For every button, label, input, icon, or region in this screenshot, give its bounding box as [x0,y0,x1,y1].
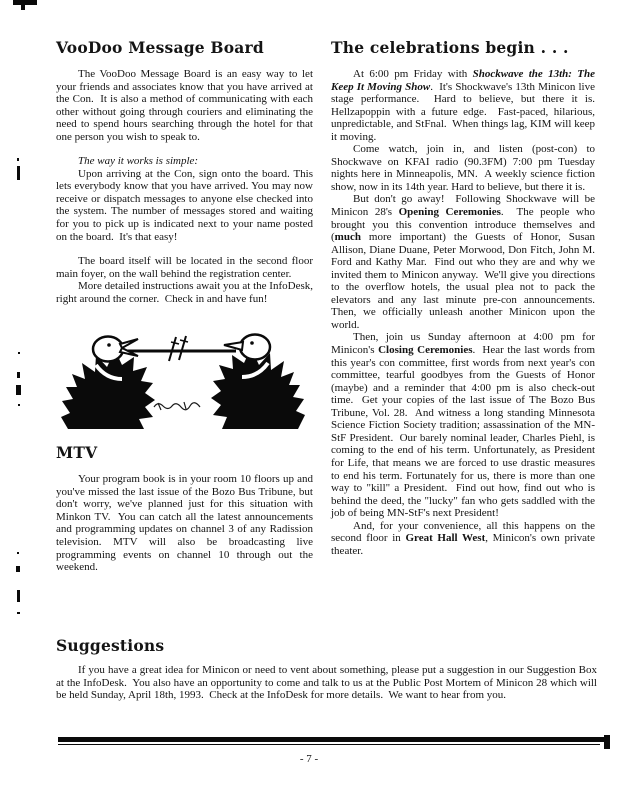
scan-artifact-edge-2a [18,352,20,354]
artist-signature-scribble [154,402,200,410]
rope [124,336,236,361]
celebrations-paragraph-5: And, for your convenience, all this happens on the second floor in Great Hall West, Minicon's own private theater. [331,519,598,557]
celebrations-paragraph-4: Then, join us Sunday afternoon at 4:00 pm for Minicon's Closing Ceremonies. Hear the last words from this year's con committee, first words from next year's con committee, tearful goodbyes from the Guests of Honor (maybe) and a reminder that 4:00 pm is also check-out time. Get your copies of the last issue of The Bozo Bus Tribune, Vol. 28. And witness a long standing Minnesota Science Fiction Society tradition; assassination of the MN-StF President. Our barely nominal leader, Charles Piehl, is coming to the end of his term. Unfortunately, as President for Life, that means we are forced to use drastic measures to end his term. Fortunately for us, there is more than one way to "kill" a President. Find out how, find out who is behind the deed, the "lucky" fan who gets saddled with the job of being MN-StF's next President! [331,331,598,520]
celebrations-heading: The celebrations begin . . . [331,38,569,57]
scan-artifact-edge-3a [17,552,19,554]
footer-rule-thin [58,744,600,745]
scan-artifact-edge-3c [17,590,20,602]
left-column [56,38,316,574]
voodoo-paragraph-4: More detailed instructions await you at the InfoDesk, right around the corner. Check in and have fun! [56,280,316,305]
right-column [331,38,601,557]
suggestions-section [56,636,600,702]
scan-artifact-edge-2c [16,385,21,395]
mtv-paragraph-1: Your program book is in your room 10 floors up and you've missed the last issue of the Bozo Bus Tribune, but don't worry, we've planned just for this situation with Minkon TV. You can catch all the latest announcements and programming updates on channel 3 of any Radission television. MTV will also be broadcasting live programming events on channel 10 through out the weekend. [56,473,316,574]
scan-artifact-edge-2b [17,372,20,378]
scan-artifact-corner-bar [13,0,37,5]
mtv-heading: MTV [56,443,98,463]
mtv-section [56,443,316,574]
scan-artifact-edge-3b [16,566,20,572]
voodoo-paragraph-1: The VooDoo Message Board is an easy way to let your friends and associates know that you have arrived at the Con. It is also a method of communicating with each other without going through couriers and eliminating the need to spend hours searching through the hotel for that one person you wish to speak to. [56,68,316,143]
scan-artifact-edge-1a [17,158,19,161]
footer-rule-endcap [604,735,610,749]
suggestions-paragraph-1: If you have a great idea for Minicon or need to vent about something, please put a suggestion in our Suggestion Box at the InfoDesk. You also have an opportunity to come and talk to us at the Public Post Mortem of Minicon 28 which will be held Sunday, April 18th, 1993. Check at the InfoDesk for more details. We want to hear from you. [56,664,600,702]
voodoo-heading: VooDoo Message Board [56,38,264,57]
voodoo-paragraph-2: Upon arriving at the Con, sign onto the board. This lets everybody know that you have arrived. You may now receive or dispatch messages to anyone else checked into the system. The number of messages stored and waiting for you to pick up is indicated next to your name posted on the board. It's that easy! [56,167,316,243]
right-vulture [211,335,305,430]
voodoo-paragraph-3: The board itself will be located in the second floor main foyer, on the wall behind the registration center. [56,255,316,280]
celebrations-paragraph-2: Come watch, join in, and listen (post-con) to Shockwave on KFAI radio (90.3FM) 7:00 pm Tuesday nights here in Minneapolis, MN. A weekly science fiction show, now in its 14th year. Hard to believe, but there it is. [331,143,598,193]
page-number: - 7 - [299,753,319,765]
scan-artifact-edge-1b [17,166,20,180]
tug-of-war-cartoon [58,325,308,435]
scan-artifact-edge-3d [17,612,20,614]
voodoo-way-line: The way it works is simple: [78,155,199,168]
suggestions-heading: Suggestions [56,636,165,655]
scan-artifact-edge-2d [18,404,20,406]
celebrations-paragraph-3: But don't go away! Following Shockwave will be Minicon 28's Opening Ceremonies. The people who brought you this convention introduce themselves and (much more important) the Guests of Honor, Susan Allison, Diane Duane, Peter Morwood, Don Fitch, John M. Ford and Kathy Mar. Find out who they are and why we invited them to Minicon anyway. We'll give you directions to the overflow hotels, the usual plea not to pack the elevators and any last minute pre-con announcements. Then, we officially unleash another Minicon upon the world. [331,193,601,331]
celebrations-paragraph-1: At 6:00 pm Friday with Shockwave the 13th: The Keep It Moving Show. It's Shockwave's 13th Minicon live stage performance. Hard to believe, but there it is. Hellzapoppin with a future edge. Fast-paced, hilarious, unpredictable, and StFnal. When things lag, KIM will keep it moving. [331,68,601,143]
footer-rule-thick [58,737,608,742]
scan-artifact-corner-tick [21,5,25,10]
